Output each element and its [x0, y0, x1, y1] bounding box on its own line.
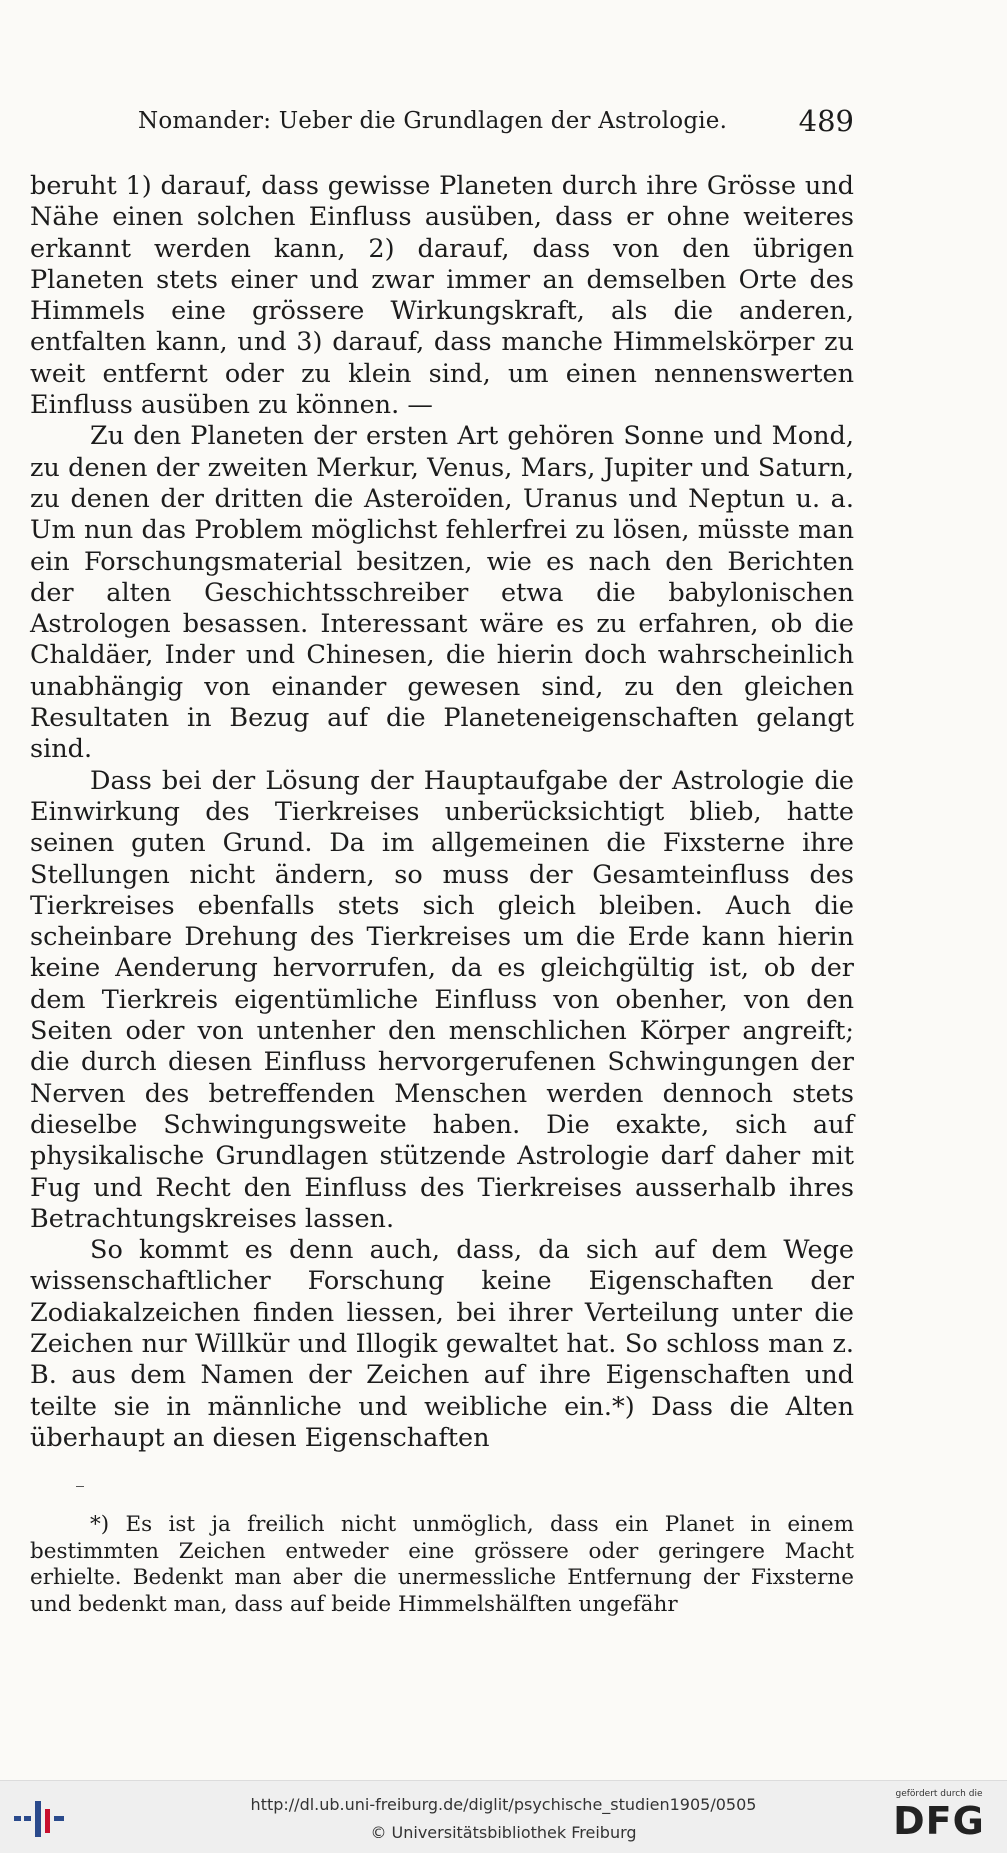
copyright-notice: © Universitätsbibliothek Freiburg [370, 1823, 637, 1842]
dfg-credit [883, 1789, 995, 1847]
footnote [30, 1512, 854, 1618]
stray-mark [76, 1486, 84, 1487]
paragraph-2: Zu den Planeten der ersten Art gehören Sonne und Mond, zu denen der zweiten Merkur, Venus, Mars, Jupiter und Saturn, zu denen der dritten die Asteroïden, Uranus und Neptun u. a. Um nun das Problem möglichst fehlerfrei zu lösen, müsste man ein Forschungsmaterial besitzen, wie es nach den Berichten der alten Geschichtsschreiber etwa die babylonischen Astrologen besassen. Interessant wäre es zu erfahren, ob die Chaldäer, Inder und Chinesen, die hierin doch wahrscheinlich unabhängig von einander gewesen sind, zu den gleichen Resultaten in Bezug auf die Planeteneigenschaften gelangt sind. [30, 421, 854, 765]
dfg-logo: DFG [893, 1799, 985, 1843]
viewer-footer [0, 1780, 1007, 1853]
paragraph-4: So kommt es denn auch, dass, da sich auf dem Wege wissenschaftlicher Forschung keine Eigenschaften der Zodiakalzeichen finden liessen, bei ihrer Verteilung unter die Zeichen nur Willkür und Illogik gewaltet hat. So schloss man z. B. aus dem Namen der Zeichen auf ihre Eigenschaften und teilte sie in männliche und weibliche ein.*) Dass die Alten überhaupt an diesen Eigenschaften [30, 1235, 854, 1453]
running-title: Nomander: Ueber die Grundlagen der Astrologie. [138, 108, 728, 134]
page-number: 489 [798, 104, 854, 138]
page-header [138, 104, 854, 140]
body-text [30, 171, 854, 1454]
paragraph-3: Dass bei der Lösung der Hauptaufgabe der Astrologie die Einwirkung des Tierkreises unberücksichtigt blieb, hatte seinen guten Grund. Da im allgemeinen die Fixsterne ihre Stellungen nicht ändern, so muss der Gesamteinfluss des Tierkreises ebenfalls stets sich gleich bleiben. Auch die scheinbare Drehung des Tierkreises um die Erde kann hierin keine Aenderung hervorrufen, da es gleichgültig ist, ob der dem Tierkreis eigentümliche Einfluss von obenher, von den Seiten oder von untenher den menschlichen Körper angreift; die durch diesen Einfluss hervorgerufenen Schwingungen der Nerven des betreffenden Menschen werden dennoch stets dieselbe Schwingungsweite haben. Die exakte, sich auf physikalische Grundlagen stützende Astrologie darf daher mit Fug und Recht den Einfluss des Tierkreises ausserhalb ihres Betrachtungskreises lassen. [30, 765, 854, 1234]
paragraph-1: beruht 1) darauf, dass gewisse Planeten durch ihre Grösse und Nähe einen solchen Einfluss ausüben, dass er ohne weiteres erkannt werden kann, 2) darauf, dass von den übrigen Planeten stets einer und zwar immer an demselben Orte des Himmels eine grössere Wirkungskraft, als die anderen, entfalten kann, und 3) darauf, dass manche Himmelskörper zu weit entfernt oder zu klein sind, um einen nennenswerten Einfluss ausüben zu können. — [30, 171, 854, 421]
source-url-link[interactable]: http://dl.ub.uni-freiburg.de/diglit/psychische_studien1905/0505 [250, 1795, 757, 1814]
footnote-text: *) Es ist ja freilich nicht unmöglich, dass ein Planet in einem bestimmten Zeichen entweder eine grössere oder geringere Macht erhielte. Bedenkt man aber die unermessliche Entfernung der Fixsterne und bedenkt man, dass auf beide Himmelshälften ungefähr [30, 1512, 854, 1617]
dfg-tagline: gefördert durch die [895, 1789, 983, 1799]
